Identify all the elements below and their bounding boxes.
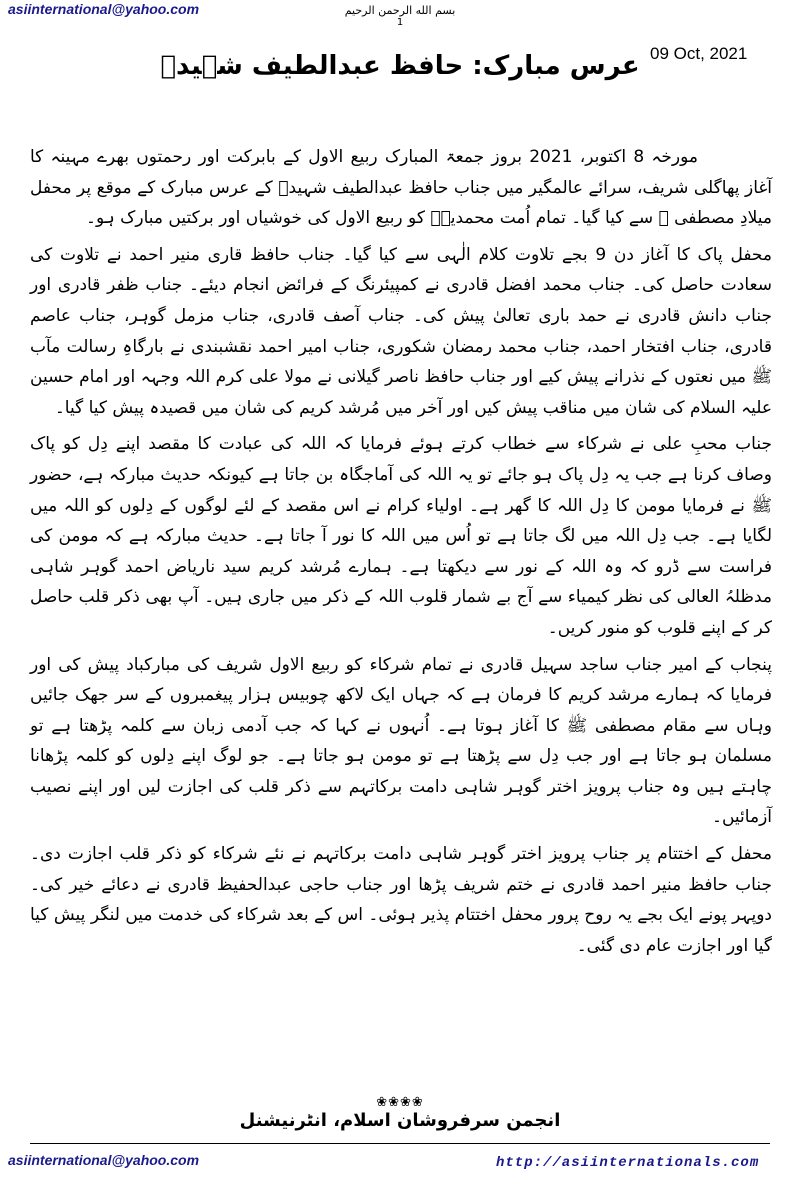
- article-body: [30, 142, 772, 967]
- footer-email: asiinternational@yahoo.com: [8, 1152, 200, 1168]
- bismillah-heading: بسم الله الرحمن الرحیم: [344, 4, 456, 17]
- article-date: 09 Oct, 2021: [650, 44, 748, 63]
- header-email: asiinternational@yahoo.com: [8, 1, 200, 17]
- paragraph-5: محفل کے اختتام پر جناب پرویز اختر گوہر شاہی دامت برکاتہم نے نئے شرکاء کو ذکر قلب اجازت دی۔ جناب حافظ منیر احمد قادری نے ختم شریف پڑھا اور جناب حاجی عبدالحفیظ قادری نے دعائے خیر کی۔ دوپہر پونے ایک بجے یہ روح پرور محفل اختتام پذیر ہوئی۔ اس کے بعد شرکاء کی خدمت میں لنگر پیش کیا گیا اور اجازت عام دی گئی۔: [30, 844, 772, 956]
- organization-name: انجمن سرفروشان اسلام، انٹرنیشنل: [239, 1110, 561, 1131]
- paragraph-1: مورخہ 8 اکتوبر، 2021 بروز جمعۃ المبارک ربیع الاول کے بابرکت اور رحمتوں بھرے مہینہ کا آغاز پھاگلی شریف، سرائے عالمگیر میں جناب حافظ عبدالطیف شہیدؒ کے عرس مبارک کے موقع پر محفل میلادِ مصطفی ﷺ سے کیا گیا۔ تمام اُمت محمدیہؐ کو ربیع الاول کی خوشیاں اور برکتیں مبارک ہو۔: [30, 147, 772, 229]
- article-title: عرس مبارک: حافظ عبدالطیف شہیدؒ: [160, 51, 640, 81]
- decorative-stars: ❀❀❀❀: [376, 1095, 424, 1110]
- footer-website-link[interactable]: http://asiinternationals.com: [496, 1155, 760, 1171]
- paragraph-4: پنجاب کے امیر جناب ساجد سہیل قادری نے تمام شرکاء کو ربیع الاول شریف کی مبارکباد پیش کی اور فرمایا کہ ہمارے مرشد کریم کا فرمان ہے کہ جہاں ایک لاکھ چوبیس ہزار پیغمبروں کے سر جھک جائیں وہاں سے مقام مصطفی ﷺ کا آغاز ہوتا ہے۔ اُنہوں نے کہا کہ جب آدمی زبان سے کلمہ پڑھتا ہے تو مسلمان ہو جاتا ہے اور جب دِل سے پڑھتا ہے تو مومن ہو جاتا ہے۔ جو لوگ اپنے دِلوں کو کلمہ پڑھانا چاہتے ہیں وہ جناب پرویز اختر گوہر شاہی دامت برکاتہم سے ذکر قلب کی اجازت لیں اور اپنے نصیب آزمائیں۔: [30, 654, 772, 828]
- paragraph-3: جناب محبِ علی نے شرکاء سے خطاب کرتے ہوئے فرمایا کہ اللہ کی عبادت کا مقصد اپنے دِل کو پاک وصاف کرنا ہے جب یہ دِل پاک ہو جائے تو یہ اللہ کی آماجگاہ بن جاتا ہے کیونکہ حدیث مبارکہ ہے، حضور ﷺ نے فرمایا مومن کا دِل اللہ کا گھر ہے۔ اولیاء کرام نے اس مقصد کے لئے لوگوں کے دِلوں کو اللہ میں لگایا ہے۔ جب دِل اللہ میں لگ جاتا ہے تو اُس میں اللہ کا نور آ جاتا ہے۔ حدیث مبارکہ ہے کہ مومن کی فراست سے ڈرو کہ وہ اللہ کے نور سے دیکھتا ہے۔ ہمارے مُرشد کریم سید ناریاض احمد گوہر شاہی مدظلہُ العالی کی نظر کیمیاء سے آج بے شمار قلوب اللہ کے ذکر میں جاری ہیں۔ آپ بھی ذکر قلب حاصل کر کے اپنے قلوب کو منور کریں۔: [30, 434, 772, 638]
- page-number: 1: [396, 17, 404, 28]
- paragraph-2: محفل پاک کا آغاز دن 9 بجے تلاوت کلام الٰہی سے کیا گیا۔ جناب حافظ قاری منیر احمد نے تلاوت کی سعادت حاصل کی۔ جناب محمد افضل قادری نے کمپیئرنگ کے فرائض انجام دیئے۔ جناب ظفر قادری اور جناب دانش قادری نے حمد باری تعالیٰ پیش کی۔ جناب آصف قادری، جناب مزمل گوہر، جناب عاصم قادری، جناب افتخار احمد، جناب محمد رمضان شکوری، جناب امیر احمد نقشبندی نے بارگاہِ رسالت مآب ﷺ میں نعتوں کے نذرانے پیش کیے اور جناب حافظ ناصر گیلانی نے مولا علی کرم اللہ وجہہ اور امام حسین علیہ السلام کی شان میں مناقب پیش کیں اور آخر میں مُرشد کریم کی شان میں قصیدہ پیش کیا گیا۔: [30, 244, 772, 418]
- footer-divider: [30, 1143, 770, 1144]
